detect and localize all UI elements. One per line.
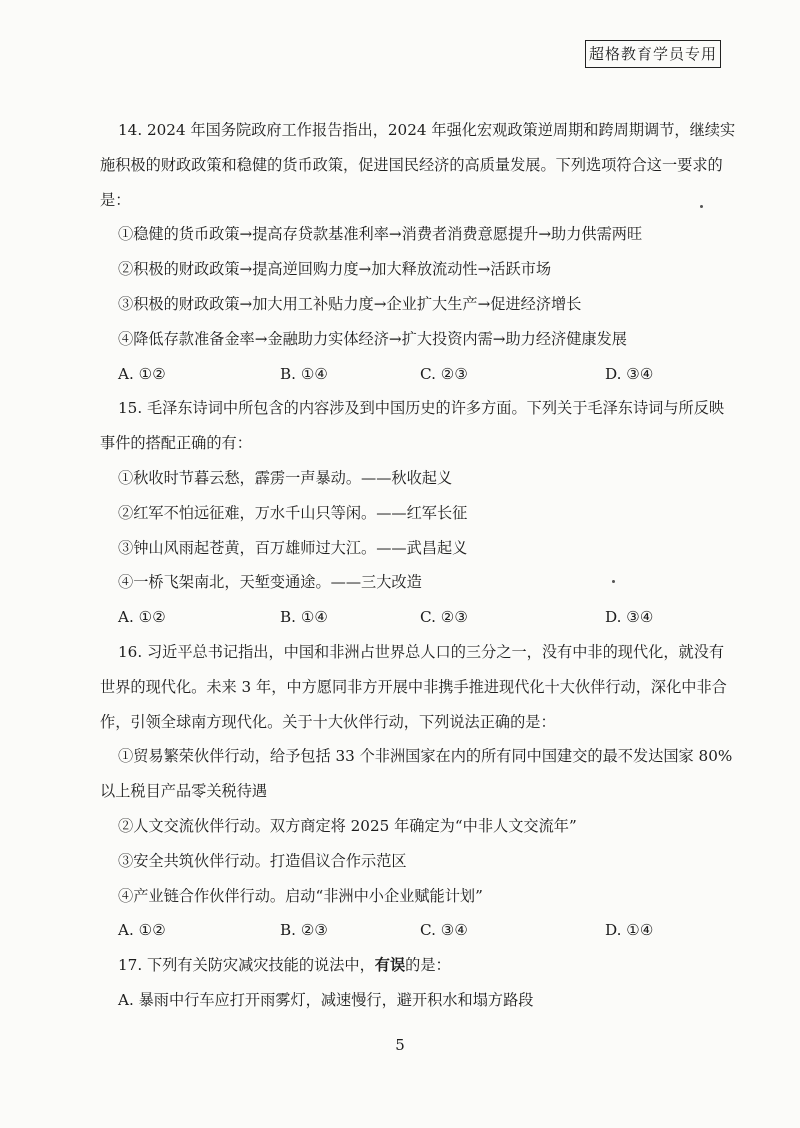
question-stem: 16. 习近平总书记指出，中国和非洲占世界总人口的三分之一，没有中非的现代化，就没有 [118, 642, 725, 661]
option-d: D. ①④ [605, 921, 654, 940]
statement: ②红军不怕远征难，万水千山只等闲。——红军长征 [118, 503, 468, 522]
question-stem: 15. 毛泽东诗词中所包含的内容涉及到中国历史的许多方面。下列关于毛泽东诗词与所反映 [118, 399, 725, 418]
option-d: D. ③④ [605, 608, 654, 627]
question-stem: 作，引领全球南方现代化。关于十大伙伴行动，下列说法正确的是： [100, 712, 556, 731]
statement: ①秋收时节暮云愁，霹雳一声暴动。——秋收起义 [118, 468, 453, 487]
page-number: 5 [395, 1036, 405, 1054]
option-c: C. ②③ [420, 364, 468, 383]
stem-emphasis: 有误 [374, 956, 406, 975]
statement: ④产业链合作伙伴行动。启动“非洲中小企业赋能计划” [118, 886, 483, 905]
statement: ③积极的财政政策→加大用工补贴力度→企业扩大生产→促进经济增长 [118, 294, 582, 313]
stem-suffix: 的是： [405, 956, 451, 975]
header-badge: 超格教育学员专用 [585, 40, 721, 68]
statement: ①稳健的货币政策→提高存贷款基准利率→消费者消费意愿提升→助力供需两旺 [118, 225, 643, 244]
statement: ③安全共筑伙伴行动。打造倡议合作示范区 [118, 851, 407, 870]
question-15 [100, 391, 725, 635]
answer-options [100, 357, 720, 392]
question-stem: 是： [100, 190, 131, 209]
question-stem [100, 948, 720, 983]
scan-speck [612, 580, 615, 583]
option-c: C. ②③ [420, 608, 468, 627]
question-stem: 事件的搭配正确的有： [100, 434, 252, 453]
exam-content [100, 113, 736, 1018]
question-stem: 14. 2024 年国务院政府工作报告指出，2024 年强化宏观政策逆周期和跨周期调节，继续实 [118, 121, 736, 139]
statement: ③钟山风雨起苍黄，百万雄师过大江。——武昌起义 [118, 538, 468, 557]
option-a: A. ①② [118, 608, 166, 627]
option-a: A. 暴雨中行车应打开雨雾灯，减速慢行，避开积水和塌方路段 [118, 990, 534, 1009]
statement: ④一桥飞架南北，天堑变通途。——三大改造 [118, 573, 422, 592]
statement: ④降低存款准备金率→金融助力实体经济→扩大投资内需→助力经济健康发展 [118, 329, 627, 348]
answer-options [100, 913, 720, 948]
option-b: B. ①④ [280, 364, 329, 383]
statement: ①贸易繁荣伙伴行动，给予包括 33 个非洲国家在内的所有同中国建交的最不发达国家 80% [118, 747, 733, 766]
question-17 [100, 948, 720, 1018]
stem-prefix: 17. 下列有关防灾减灾技能的说法中， [118, 956, 375, 975]
question-stem: 世界的现代化。未来 3 年，中方愿同非方开展中非携手推进现代化十大伙伴行动，深化中非合 [100, 677, 727, 696]
question-stem: 施积极的财政政策和稳健的货币政策，促进国民经济的高质量发展。下列选项符合这一要求的 [100, 155, 723, 174]
option-b: B. ②③ [280, 921, 329, 940]
scan-speck [700, 205, 703, 208]
option-a: A. ①② [118, 364, 166, 383]
option-a: A. ①② [118, 921, 166, 940]
statement: ②人文交流伙伴行动。双方商定将 2025 年确定为“中非人文交流年” [118, 816, 577, 835]
statement: ②积极的财政政策→提高逆回购力度→加大释放流动性→活跃市场 [118, 260, 552, 279]
statement: 以上税目产品零关税待遇 [100, 782, 268, 801]
question-16 [100, 635, 733, 948]
option-c: C. ③④ [420, 921, 468, 940]
question-14 [100, 113, 736, 391]
option-b: B. ①④ [280, 608, 329, 627]
option-d: D. ③④ [605, 364, 654, 383]
answer-options [100, 600, 720, 635]
